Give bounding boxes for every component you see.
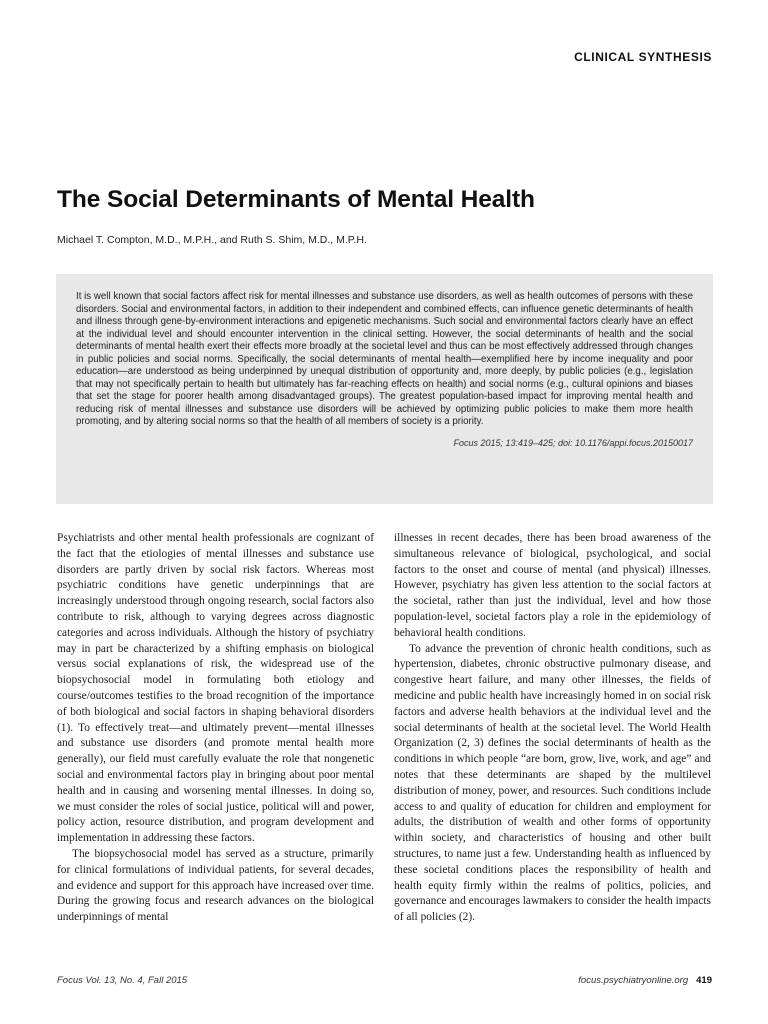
footer-right bbox=[578, 975, 712, 986]
body-paragraph: The biopsychosocial model has served as a structure, primarily for clinical formulations of individual patients, for several decades, and evidence and support for this approach have increased over time. During the growing focus and research advances on the biological underpinnings of mental bbox=[57, 847, 374, 924]
body-paragraph: Psychiatrists and other mental health professionals are cognizant of the fact that the etiologies of mental illnesses and substance use disorders are partly driven by social risk factors. Whereas most psychiatric conditions have genetic underpinnings that are increasingly understood through ongoing research, social factors also contribute to risk, although to varying degrees across diagnostic categories and across individuals. Although the history of psychiatry may in part be characterized by a shifting emphasis on biological versus social explanations of risk, the widespread use of the biopsychosocial model in formulating both etiology and course/outcomes testifies to the broad recognition of the importance of both biological and social factors in shaping behavioral disorders (1). To effectively treat—and ultimately prevent—mental illnesses and substance use disorders (and promote mental health more generally), our field must carefully evaluate the role that nongenetic social and environmental factors play in bringing about poor mental health and in causing and worsening mental illnesses. In doing so, we must consider the roles of social justice, political will and power, policy action, resource distribution, and program development and implementation in addressing these factors. bbox=[57, 532, 374, 845]
citation: Focus 2015; 13:419–425; doi: 10.1176/appi.focus.20150017 bbox=[453, 437, 693, 448]
footer-website-link[interactable]: focus.psychiatryonline.org bbox=[578, 975, 689, 986]
article-title: The Social Determinants of Mental Health bbox=[57, 186, 535, 213]
footer-journal: Focus Vol. 13, No. 4, Fall 2015 bbox=[57, 975, 188, 986]
page-number: 419 bbox=[696, 975, 712, 986]
body-paragraph: To advance the prevention of chronic health conditions, such as hypertension, diabetes, chronic obstructive pulmonary disease, and congestive heart failure, and many other illnesses, the fields of medicine and public health have increasingly homed in on social risk factors and adverse health behaviors at the individual level and the social determinants of health at the societal level. The World Health Organization (2, 3) defines the social determinants of health as the conditions in which people “are born, grow, live, work, and age” and notes that these determinants are shaped by the multilevel distribution of money, power, and resources. Such conditions include access to and quality of education for children and employment for adults, the distribution of wealth and other forms of opportunity within society, and characteristics of housing and other built structures, to name just a few. Understanding health as influenced by these societal conditions places the responsibility of health and health equity firmly within the realms of politics, policies, and governance and encourages lawmakers to consider the health impacts of all policies (2). bbox=[394, 642, 711, 924]
section-label: CLINICAL SYNTHESIS bbox=[574, 50, 712, 64]
body-column-left bbox=[57, 531, 374, 926]
abstract-text: It is well known that social factors affect risk for mental illnesses and substance use disorders, as well as health outcomes of persons with these disorders. Social and environmental factors, in addition to their independent and combined effects, can influence genetic determinants of health and illness through gene-by-environment interactions and epigenetic mechanisms. Such social and environmental factors clearly have an effect at the individual level and should encounter intervention in the clinical setting. However, the social determinants of health and the social determinants of mental health exert their effects more broadly at the societal level and thus can be most effectively addressed through changes in public policies and social norms. Specifically, the social determinants of mental health—exemplified here by income inequality and poor education—are understood as being underpinned by unequal distribution of opportunity and, more deeply, by public policies (e.g., legislation that may not specifically pertain to health but ultimately has far-reaching effects on health) and social norms (e.g., cultural opinions and biases that set the stage for poorer health among disadvantaged groups). The greatest population-based impact for improving mental health and reducing risk of mental illnesses and substance use disorders will be achieved by optimizing public policies to make them more health promoting, and by altering social norms so that the health of all members of society is a priority. bbox=[76, 291, 693, 427]
abstract-box bbox=[56, 274, 713, 504]
body-paragraph: illnesses in recent decades, there has been broad awareness of the simultaneous relevance of biological, psychological, and social factors to the onset and course of mental (and physical) illnesses. However, psychiatry has given less attention to the social factors at the societal, rather than just the individual, level and how those population-level, societal factors play a role in the epidemiology of behavioral health conditions. bbox=[394, 532, 711, 639]
article-authors: Michael T. Compton, M.D., M.P.H., and Ruth S. Shim, M.D., M.P.H. bbox=[57, 234, 367, 246]
body-column-right bbox=[394, 531, 711, 926]
